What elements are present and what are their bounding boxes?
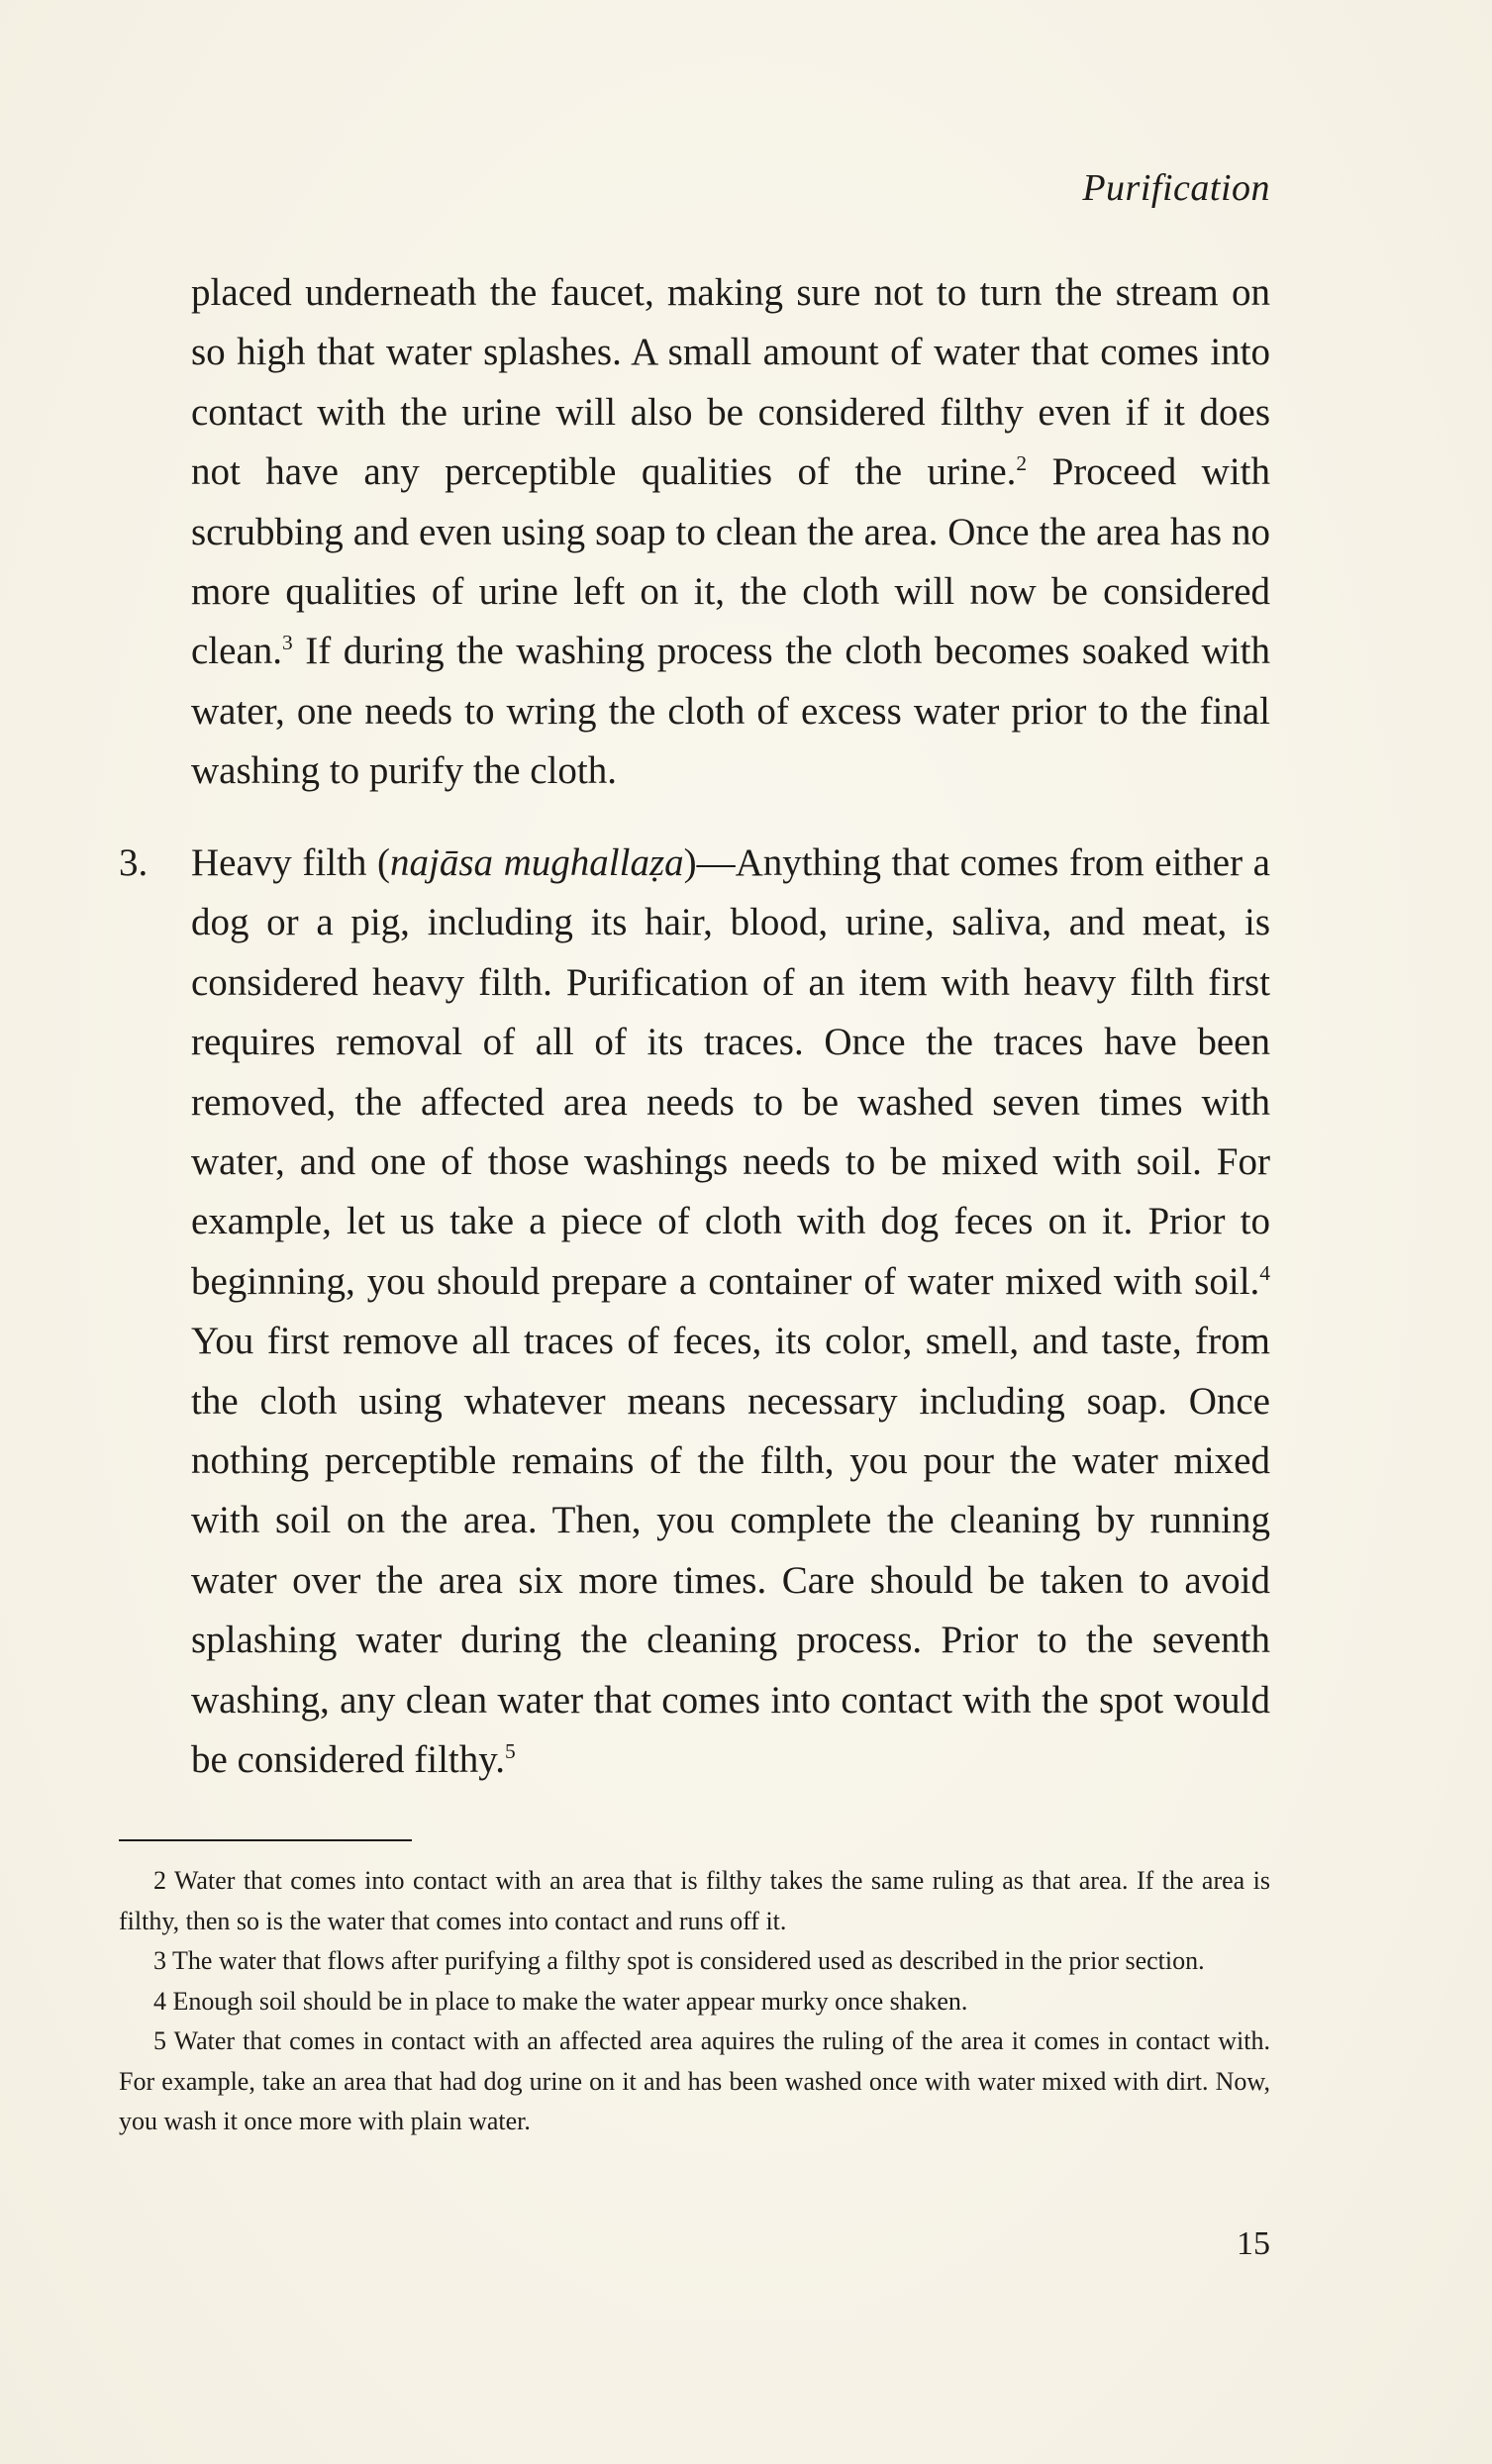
footnote-text: Water that comes into contact with an area that is filthy takes the same ruling as that area. If the area is filthy, then so is the water that comes into contact and runs off it. <box>119 1866 1270 1935</box>
footnote-text: Enough soil should be in place to make the water appear murky once shaken. <box>172 1986 968 2016</box>
paragraph-text: If during the washing process the cloth becomes soaked with water, one needs to wring the cloth of excess water prior to the final washing to purify the cloth. <box>191 630 1270 793</box>
page-number: 15 <box>1237 2225 1270 2262</box>
paragraph-text: placed underneath the faucet, making sure not to turn the stream on so high that water splashes. A small amount of water that comes into contact with the urine will also be considered filthy even if it does not have any perceptible qualities of the urine. <box>191 271 1270 494</box>
list-item-body <box>191 834 1270 1791</box>
paragraph-continued <box>191 263 1270 802</box>
footnote <box>119 1982 1270 2022</box>
footnote-ref[interactable]: 4 <box>1259 1260 1270 1285</box>
paragraph-text: Proceed with scrubbing and even using soap to clean the area. Once the area has no more qualities of urine left on it, the cloth will now be considered clean. <box>191 450 1270 673</box>
footnote-number: 5 <box>153 2026 166 2055</box>
footnote-text: Water that comes in contact with an affected area aquires the ruling of the area it comes in contact with. For example, take an area that had dog urine on it and has been washed once with water mixed with dirt. Now, you wash it once more with plain water. <box>119 2026 1270 2135</box>
footnote-ref[interactable]: 2 <box>1016 451 1028 476</box>
running-head: Purification <box>1082 167 1270 209</box>
footnote-text: The water that flows after purifying a filthy spot is considered used as described in the prior section. <box>172 1946 1205 1975</box>
footnote <box>119 1941 1270 1982</box>
arabic-term: najāsa mughallaẓa <box>389 841 684 884</box>
footnote-ref[interactable]: 3 <box>282 631 293 655</box>
footnote-ref[interactable]: 5 <box>504 1739 516 1764</box>
footnote <box>119 1861 1270 1941</box>
list-item-lead: Heavy filth ( <box>191 841 390 884</box>
footnote-number: 3 <box>153 1946 166 1975</box>
footnote-number: 4 <box>153 1986 166 2016</box>
list-number: 3. <box>119 841 149 884</box>
footnote-number: 2 <box>153 1866 166 1895</box>
footnotes <box>119 1861 1270 2142</box>
footnote-divider <box>119 1839 412 1841</box>
footnote <box>119 2021 1270 2142</box>
list-item-text: )—Anything that comes from either a dog or a pig, including its hair, blood, urine, saliva, and meat, is considered heavy filth. Purification of an item with heavy filth first requires removal of all of its traces. Once the traces have been removed, the affected area needs to be washed seven times with water, and one of those washings needs to be mixed with soil. For example, let us take a piece of cloth with dog feces on it. Prior to beginning, you should prepare a container of water mixed with soil. <box>191 841 1270 1303</box>
list-item-text: You first remove all traces of feces, its color, smell, and taste, from the cloth using whatever means necessary including soap. Once nothing perceptible remains of the filth, you pour the water mixed with soil on the area. Then, you complete the cleaning by running water over the area six more times. Care should be taken to avoid splashing water during the cleaning process. Prior to the seventh washing, any clean water that comes into contact with the spot would be considered filthy. <box>191 1320 1270 1782</box>
